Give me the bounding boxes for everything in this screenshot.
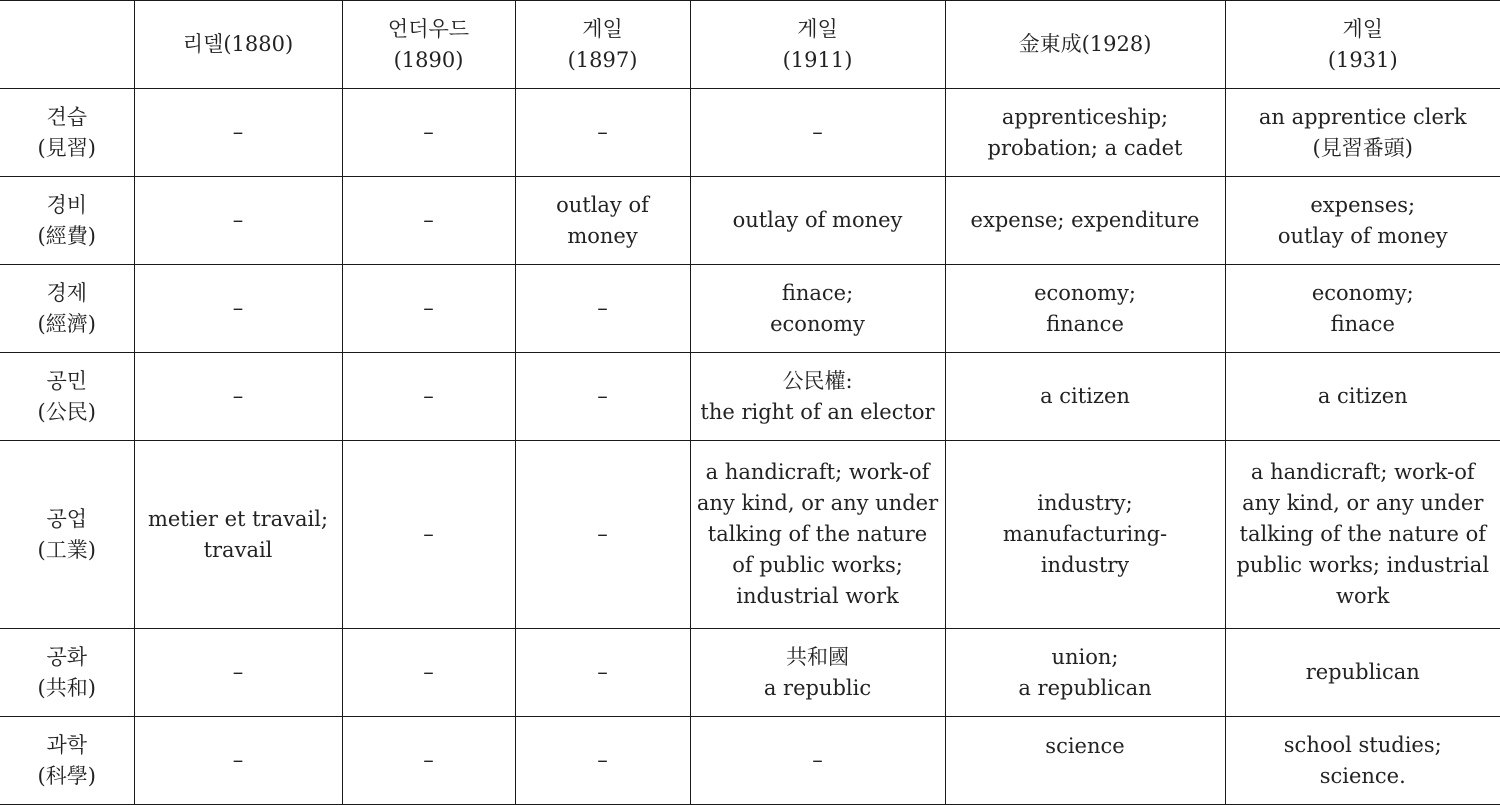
table-cell: 共和國 a republic xyxy=(690,629,945,717)
header-cell-underwood-1890: 언더우드 (1890) xyxy=(342,1,515,89)
table-cell: – xyxy=(342,177,515,265)
table-cell: – xyxy=(515,441,690,629)
table-cell: – xyxy=(134,89,342,177)
table-cell: – xyxy=(134,177,342,265)
header-row xyxy=(0,1,1500,89)
term-cell: 견습 (見習) xyxy=(0,89,134,177)
table-cell: – xyxy=(515,353,690,441)
table-cell: a handicraft; work-of any kind, or any under talking of the nature of public works; industrial work xyxy=(690,441,945,629)
table-row xyxy=(0,177,1500,265)
term-cell: 과학 (科學) xyxy=(0,717,134,805)
header-cell-ridel-1880: 리델(1880) xyxy=(134,1,342,89)
table-row xyxy=(0,441,1500,629)
table-cell: – xyxy=(134,265,342,353)
table-cell: – xyxy=(515,629,690,717)
table-cell: expenses; outlay of money xyxy=(1225,177,1500,265)
table-cell: metier et travail; travail xyxy=(134,441,342,629)
table-cell: economy; finance xyxy=(945,265,1225,353)
header-cell-gale-1911: 게일 (1911) xyxy=(690,1,945,89)
table-cell: finace; economy xyxy=(690,265,945,353)
table-cell: – xyxy=(515,717,690,805)
table-row xyxy=(0,353,1500,441)
table-cell: – xyxy=(515,89,690,177)
term-cell: 공업 (工業) xyxy=(0,441,134,629)
term-cell: 경비 (經費) xyxy=(0,177,134,265)
table-cell: – xyxy=(134,353,342,441)
table-cell: a citizen xyxy=(1225,353,1500,441)
term-cell: 경제 (經濟) xyxy=(0,265,134,353)
table-cell: outlay of money xyxy=(515,177,690,265)
table-cell: a citizen xyxy=(945,353,1225,441)
table-cell: – xyxy=(342,441,515,629)
table-row xyxy=(0,629,1500,717)
table-cell: – xyxy=(515,265,690,353)
table-cell: – xyxy=(342,717,515,805)
header-cell-gale-1897: 게일 (1897) xyxy=(515,1,690,89)
table-cell: – xyxy=(690,89,945,177)
table-cell: school studies; science. xyxy=(1225,717,1500,805)
table-cell: – xyxy=(690,717,945,805)
table-cell: – xyxy=(342,89,515,177)
table-cell: 公民權: the right of an elector xyxy=(690,353,945,441)
header-cell-gale-1931: 게일 (1931) xyxy=(1225,1,1500,89)
term-cell: 공화 (共和) xyxy=(0,629,134,717)
table-cell: – xyxy=(134,629,342,717)
table-cell: outlay of money xyxy=(690,177,945,265)
table-row xyxy=(0,717,1500,805)
table-cell: economy; finace xyxy=(1225,265,1500,353)
table-cell: expense; expenditure xyxy=(945,177,1225,265)
table-cell: republican xyxy=(1225,629,1500,717)
table-cell: – xyxy=(342,265,515,353)
corner-cell xyxy=(0,1,134,89)
table-cell: industry; manufacturing- industry xyxy=(945,441,1225,629)
table-row xyxy=(0,265,1500,353)
table-cell: – xyxy=(342,353,515,441)
table-row xyxy=(0,89,1500,177)
table-cell: science xyxy=(945,717,1225,805)
table-cell: union; a republican xyxy=(945,629,1225,717)
table-cell: an apprentice clerk (見習番頭) xyxy=(1225,89,1500,177)
term-cell: 공민 (公民) xyxy=(0,353,134,441)
table-cell: – xyxy=(134,717,342,805)
header-cell-kim-dongseong-1928: 金東成(1928) xyxy=(945,1,1225,89)
table-cell: – xyxy=(342,629,515,717)
table-cell: apprenticeship; probation; a cadet xyxy=(945,89,1225,177)
table-cell: a handicraft; work-of any kind, or any under talking of the nature of public works; industrial work xyxy=(1225,441,1500,629)
